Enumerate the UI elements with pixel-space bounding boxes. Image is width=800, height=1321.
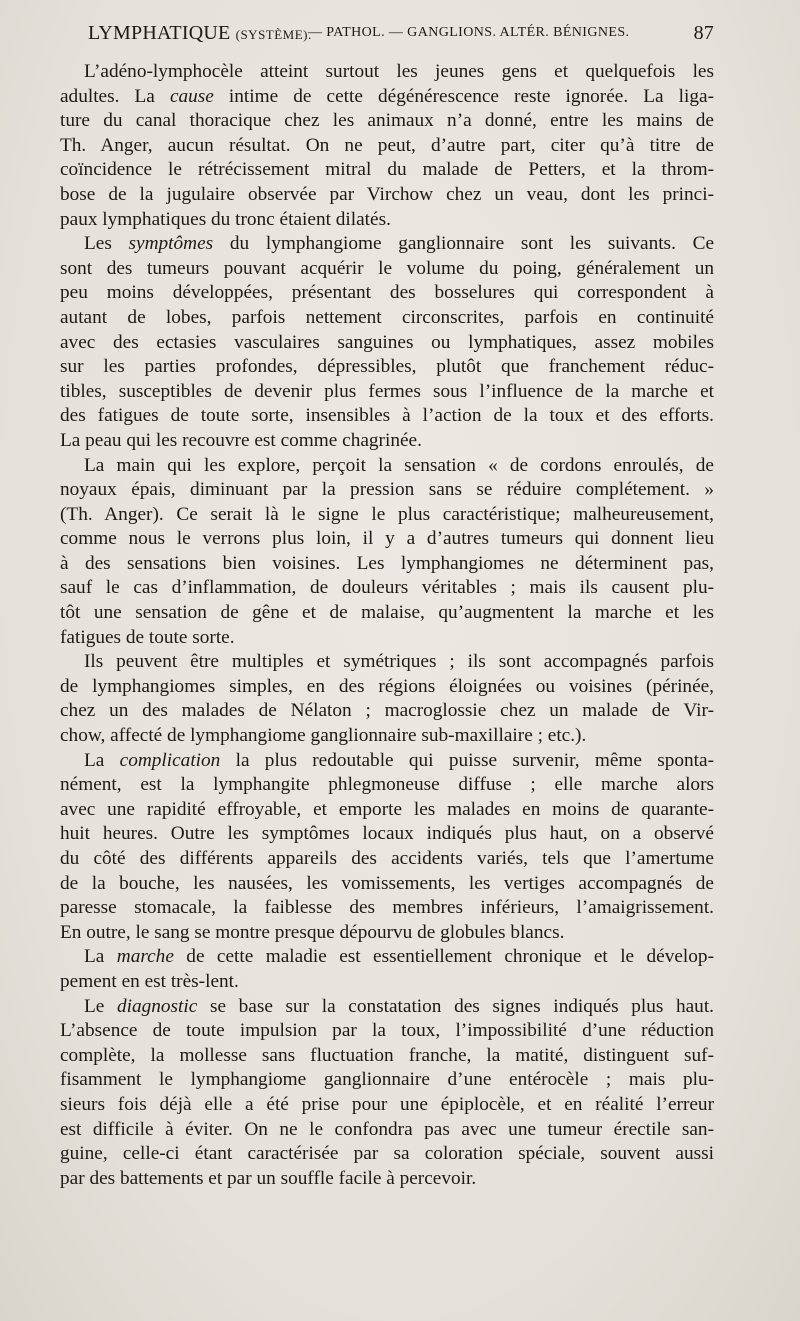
text-line: peu moins développées, présentant des bosselures qui correspondent à bbox=[60, 282, 714, 304]
text-line: ture du canal thoracique chez les animaux n’a donné, entre les mains de bbox=[60, 110, 714, 132]
text-line: L’absence de toute impulsion par la toux, l’impossibilité d’une réduction bbox=[60, 1020, 714, 1042]
text-line: En outre, le sang se montre presque dépourvu de globules blancs. bbox=[60, 921, 565, 943]
text-line: fatigues de toute sorte. bbox=[60, 626, 235, 648]
text-line: paresse stomacale, la faiblesse des membres inférieurs, l’amaigrissement. bbox=[60, 897, 714, 919]
text-line: La peau qui les recouvre est comme chagrinée. bbox=[60, 429, 422, 451]
text-line: La marche de cette maladie est essentiellement chronique et le dévelop- bbox=[84, 946, 714, 968]
text-line: paux lymphatiques du tronc étaient dilatés. bbox=[60, 208, 391, 230]
body-text bbox=[60, 60, 714, 1191]
text-line: (Th. Anger). Ce serait là le signe le plus caractéristique; malheureusement, bbox=[60, 503, 714, 525]
text-line: sont des tumeurs pouvant acquérir le volume du poing, généralement un bbox=[60, 257, 714, 279]
running-header bbox=[60, 22, 714, 52]
text-line: avec une rapidité effroyable, et emporte les malades en moins de quarante- bbox=[60, 798, 714, 820]
text-line: chow, affecté de lymphangiome ganglionnaire sub-maxillaire ; etc.). bbox=[60, 725, 587, 747]
text-line: de la bouche, les nausées, les vomissements, les vertiges accompagnés de bbox=[60, 872, 714, 894]
header-section: — PATHOL. — GANGLIONS. ALTÉR. BÉNIGNES. bbox=[308, 25, 630, 40]
page-number: 87 bbox=[693, 22, 714, 44]
text-line: tôt une sensation de gêne et de malaise, qu’augmentent la marche et les bbox=[60, 602, 714, 624]
text-line: sur les parties profondes, dépressibles, plutôt que franchement réduc- bbox=[60, 356, 714, 378]
text-line: bose de la jugulaire observée par Virchow chez un veau, dont les princi- bbox=[60, 183, 714, 205]
text-line: sauf le cas d’inflammation, de douleurs véritables ; mais ils causent plu- bbox=[60, 577, 714, 599]
text-line: coïncidence le rétrécissement mitral du malade de Petters, et la throm- bbox=[60, 159, 714, 181]
text-line: L’adéno-lymphocèle atteint surtout les jeunes gens et quelquefois les bbox=[84, 61, 714, 82]
text-line: fisamment le lymphangiome ganglionnaire d’une entérocèle ; mais plu- bbox=[60, 1069, 714, 1091]
text-line: est difficile à éviter. On ne le confondra pas avec une tumeur érectile san- bbox=[60, 1118, 714, 1140]
text-line: du côté des différents appareils des accidents variés, tels que l’amertume bbox=[60, 848, 714, 869]
text-line: des fatigues de toute sorte, insensibles à l’action de la toux et des efforts. bbox=[60, 405, 714, 427]
header-system: (SYSTÈME). bbox=[235, 27, 312, 42]
text-line: Les symptômes du lymphangiome ganglionnaire sont les suivants. Ce bbox=[84, 233, 714, 255]
text-line: chez un des malades de Nélaton ; macroglossie chez un malade de Vir- bbox=[60, 700, 714, 722]
text-line: à des sensations bien voisines. Les lymphangiomes ne déterminent pas, bbox=[60, 552, 714, 574]
text-line: autant de lobes, parfois nettement circonscrites, parfois en continuité bbox=[60, 306, 714, 328]
header-title: LYMPHATIQUE (SYSTÈME). bbox=[88, 22, 312, 44]
text-line: pement en est très-lent. bbox=[60, 970, 239, 992]
text-line: La main qui les explore, perçoit la sensation « de cordons enroulés, de bbox=[84, 454, 714, 476]
text-line: par des battements et par un souffle facile à percevoir. bbox=[60, 1167, 477, 1189]
text-line: huit heures. Outre les symptômes locaux indiqués plus haut, on a observé bbox=[60, 823, 714, 845]
text-line: de lymphangiomes simples, en des régions éloignées ou voisines (périnée, bbox=[60, 675, 714, 697]
text-line: Ils peuvent être multiples et symétriques ; ils sont accompagnés parfois bbox=[84, 651, 714, 673]
text-line: guine, celle-ci étant caractérisée par sa coloration spéciale, souvent aussi bbox=[60, 1143, 714, 1165]
text-line: noyaux épais, diminuant par la pression sans se réduire complétement. » bbox=[60, 479, 714, 501]
text-line: complète, la mollesse sans fluctuation franche, la matité, distinguent suf- bbox=[60, 1044, 714, 1066]
text-line: sieurs fois déjà elle a été prise pour une épiplocèle, et en réalité l’erreur bbox=[60, 1093, 714, 1115]
text-line: Th. Anger, aucun résultat. On ne peut, d’autre part, citer qu’à titre de bbox=[60, 134, 714, 156]
text-line: Le diagnostic se base sur la constatation des signes indiqués plus haut. bbox=[84, 995, 714, 1017]
text-line: adultes. La cause intime de cette dégénérescence reste ignorée. La liga- bbox=[60, 85, 714, 107]
text-line: tibles, susceptibles de devenir plus fermes sous l’influence de la marche et bbox=[60, 380, 714, 402]
text-line: nément, est la lymphangite phlegmoneuse diffuse ; elle marche alors bbox=[60, 774, 714, 796]
text-line: comme nous le verrons plus loin, il y a d’autres tumeurs qui donnent lieu bbox=[60, 528, 714, 550]
text-line: La complication la plus redoutable qui puisse survenir, même sponta- bbox=[84, 749, 715, 771]
text-line: avec des ectasies vasculaires sanguines ou lymphatiques, assez mobiles bbox=[60, 331, 714, 353]
